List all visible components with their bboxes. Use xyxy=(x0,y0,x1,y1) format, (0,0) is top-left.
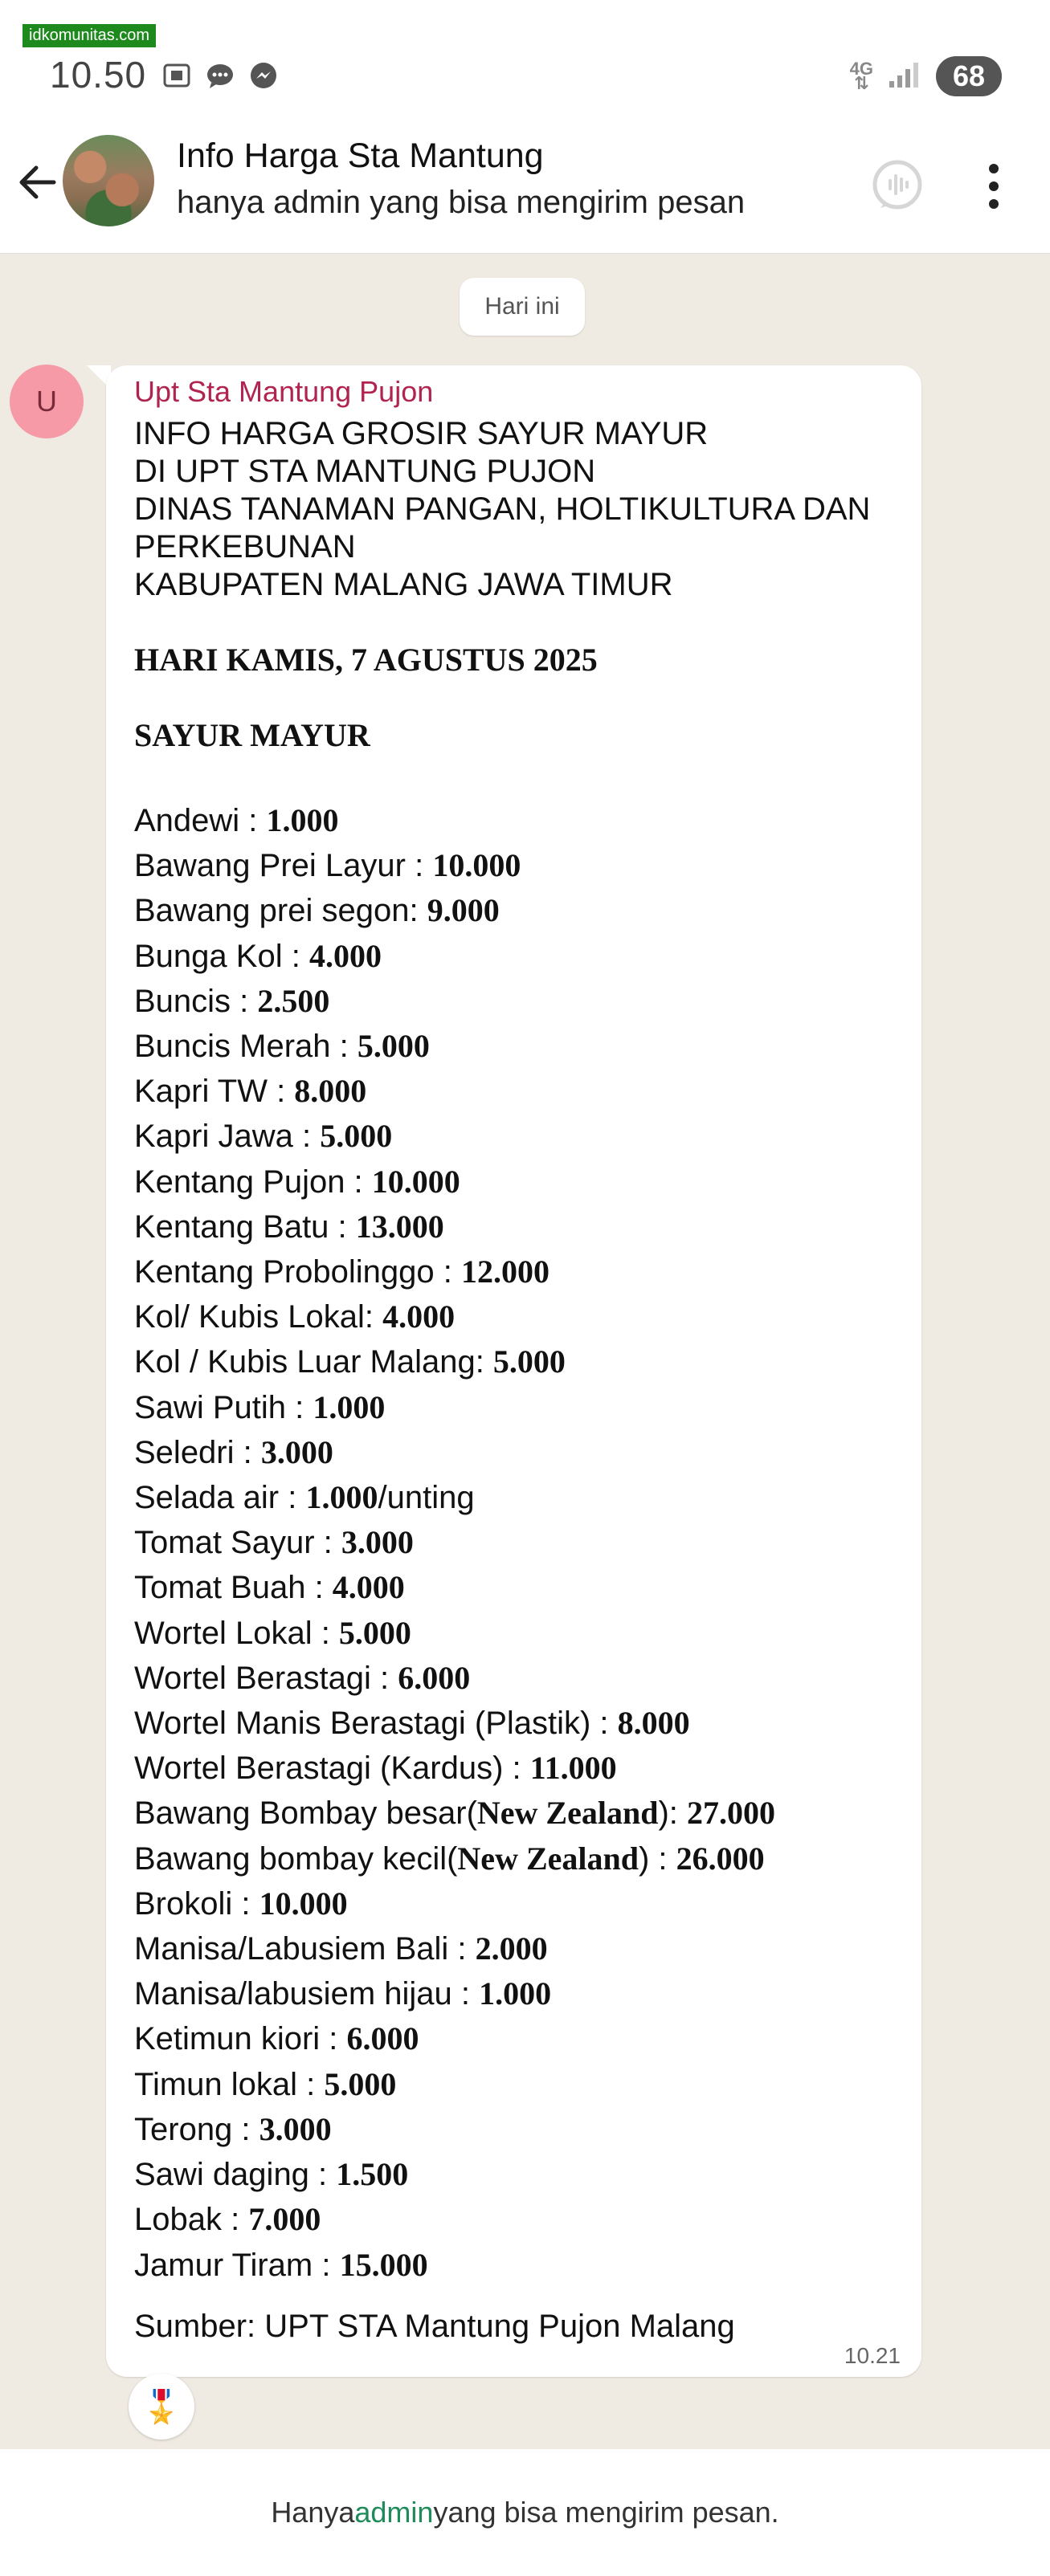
item-name: Timun lokal : xyxy=(134,2066,325,2102)
item-name: Bawang bombay kecil( xyxy=(134,1840,458,1877)
admin-only-notice xyxy=(0,2449,1050,2576)
item-name: Ketimun kiori : xyxy=(134,2021,347,2057)
item-price: 6.000 xyxy=(346,2020,419,2057)
item-name: Wortel Manis Berastagi (Plastik) : xyxy=(134,1706,618,1742)
item-name: Kapri Jawa : xyxy=(134,1119,321,1155)
price-item xyxy=(134,1701,905,1746)
item-price: 5.000 xyxy=(324,2065,397,2102)
item-price: 1.000 xyxy=(266,802,339,838)
item-price: 8.000 xyxy=(294,1073,367,1110)
price-list xyxy=(134,798,905,2288)
item-price: 9.000 xyxy=(427,892,500,929)
sender-name[interactable]: Upt Sta Mantung Pujon xyxy=(134,375,434,408)
date-line: HARI KAMIS, 7 AGUSTUS 2025 xyxy=(134,642,598,678)
messenger-icon xyxy=(247,59,280,92)
price-item xyxy=(134,1294,905,1339)
item-name: Sawi Putih : xyxy=(134,1389,313,1425)
price-item xyxy=(134,1204,905,1249)
heading-line: DI UPT STA MANTUNG PUJON xyxy=(134,454,596,489)
price-item xyxy=(134,2107,905,2152)
price-item xyxy=(134,2243,905,2288)
heading-line: KABUPATEN MALANG JAWA TIMUR xyxy=(134,567,673,602)
item-name: Bawang Prei Layur : xyxy=(134,848,433,884)
price-item xyxy=(134,1069,905,1114)
item-price: 1.000 xyxy=(313,1388,386,1425)
item-name: Wortel Berastagi (Kardus) : xyxy=(134,1751,530,1787)
message-time: 10.21 xyxy=(844,2343,901,2368)
price-item xyxy=(134,1836,905,1881)
item-price: 5.000 xyxy=(338,1614,411,1651)
item-name: Kol / Kubis Luar Malang: xyxy=(134,1344,493,1380)
status-bar xyxy=(0,0,1050,120)
price-item xyxy=(134,1475,905,1520)
notice-after: yang bisa mengirim pesan. xyxy=(433,2496,779,2529)
reaction-badge[interactable]: 🎖️ xyxy=(129,2374,194,2439)
price-item xyxy=(134,1160,905,1204)
item-price: 8.000 xyxy=(617,1705,690,1742)
item-price: 2.000 xyxy=(475,1930,548,1967)
notice-before: Hanya xyxy=(271,2496,355,2529)
section-title: SAYUR MAYUR xyxy=(134,716,370,753)
item-name: Tomat Sayur : xyxy=(134,1525,341,1561)
price-item xyxy=(134,1881,905,1926)
price-item xyxy=(134,2062,905,2107)
item-price: 4.000 xyxy=(382,1298,456,1335)
item-name-after: ) : xyxy=(639,1840,676,1877)
status-time: 10.50 xyxy=(50,54,147,96)
item-origin: New Zealand xyxy=(476,1795,659,1832)
item-price: 26.000 xyxy=(676,1840,765,1877)
source-line: Sumber: UPT STA Mantung Pujon Malang xyxy=(134,2309,735,2344)
screenshot-icon xyxy=(161,59,193,92)
item-price: 1.000 xyxy=(305,1479,378,1516)
item-price: 13.000 xyxy=(355,1208,444,1245)
item-price: 5.000 xyxy=(492,1343,566,1380)
item-price: 10.000 xyxy=(371,1163,460,1200)
voice-call-button[interactable] xyxy=(865,153,929,217)
item-name: Tomat Buah : xyxy=(134,1570,333,1606)
item-name: Buncis Merah : xyxy=(134,1029,357,1065)
item-name: Jamur Tiram : xyxy=(134,2247,340,2283)
price-item xyxy=(134,1971,905,2016)
item-price: 4.000 xyxy=(332,1569,405,1606)
arrow-left-icon xyxy=(15,160,60,205)
item-price: 3.000 xyxy=(259,2110,332,2147)
item-price: 15.000 xyxy=(339,2246,428,2283)
price-item xyxy=(134,1114,905,1159)
more-options-button[interactable] xyxy=(970,154,1018,218)
item-price: 10.000 xyxy=(432,847,521,884)
price-item xyxy=(134,934,905,979)
battery-indicator: 68 xyxy=(936,56,1002,96)
price-item xyxy=(134,2016,905,2061)
price-item xyxy=(134,843,905,888)
item-price: 1.000 xyxy=(479,1975,552,2012)
item-price: 11.000 xyxy=(529,1750,617,1787)
price-item xyxy=(134,1385,905,1430)
chat-header xyxy=(0,120,1050,254)
item-price: 5.000 xyxy=(357,1028,430,1065)
item-name: Terong : xyxy=(134,2111,259,2147)
item-name: Manisa/Labusiem Bali : xyxy=(134,1931,476,1967)
heading-line: INFO HARGA GROSIR SAYUR MAYUR xyxy=(134,416,709,451)
item-name: Kentang Probolinggo : xyxy=(134,1254,461,1290)
item-price: 27.000 xyxy=(687,1795,776,1832)
network-type: 4G xyxy=(849,59,873,79)
price-item xyxy=(134,888,905,933)
price-item xyxy=(134,1430,905,1475)
price-item xyxy=(134,1611,905,1656)
data-arrows-icon: ⇅ xyxy=(854,73,869,93)
price-item xyxy=(134,979,905,1024)
item-name: Brokoli : xyxy=(134,1885,259,1922)
item-name: Andewi : xyxy=(134,803,267,838)
sender-avatar[interactable]: U xyxy=(10,365,84,438)
item-name-after: ): xyxy=(658,1795,688,1832)
notice-admin: admin xyxy=(354,2496,434,2529)
item-name: Manisa/labusiem hijau : xyxy=(134,1976,480,2012)
item-name: Kentang Pujon : xyxy=(134,1164,372,1200)
status-notification-icons xyxy=(161,59,280,92)
item-price: 2.500 xyxy=(257,982,330,1019)
item-name: Bawang prei segon: xyxy=(134,893,427,929)
price-item xyxy=(134,1249,905,1294)
heading-line: DINAS TANAMAN PANGAN, HOLTIKULTURA DAN xyxy=(134,491,871,527)
chat-subtitle: hanya admin yang bisa mengirim pesan xyxy=(177,185,746,220)
watermark: idkomunitas.com xyxy=(22,24,156,47)
price-item xyxy=(134,798,905,843)
item-name: Kol/ Kubis Lokal: xyxy=(134,1299,383,1335)
back-button[interactable] xyxy=(10,154,66,210)
heading-line: PERKEBUNAN xyxy=(134,529,356,565)
item-name: Buncis : xyxy=(134,983,258,1019)
group-avatar[interactable] xyxy=(63,135,154,226)
item-price: 1.500 xyxy=(336,2156,409,2193)
item-price: 4.000 xyxy=(308,937,382,974)
item-unit: /unting xyxy=(378,1480,475,1516)
item-price: 3.000 xyxy=(341,1524,414,1561)
price-item xyxy=(134,1339,905,1384)
item-price: 6.000 xyxy=(398,1659,471,1696)
message-bubble[interactable] xyxy=(106,365,921,2377)
item-name: Wortel Lokal : xyxy=(134,1615,339,1651)
item-price: 10.000 xyxy=(259,1885,348,1922)
chat-title[interactable]: Info Harga Sta Mantung xyxy=(177,137,544,175)
item-name: Bawang Bombay besar( xyxy=(134,1795,477,1832)
price-item xyxy=(134,1520,905,1565)
item-name: Selada air : xyxy=(134,1480,306,1516)
price-item xyxy=(134,1791,905,1836)
kebab-menu-icon xyxy=(986,162,1002,210)
signal-icon xyxy=(888,60,921,93)
status-right xyxy=(850,56,1002,96)
item-name: Seledri : xyxy=(134,1434,261,1470)
item-name: Kentang Batu : xyxy=(134,1209,356,1245)
item-price: 7.000 xyxy=(248,2201,321,2238)
price-item xyxy=(134,1565,905,1610)
message-text xyxy=(134,415,905,2288)
chat-bubble-icon xyxy=(204,59,236,92)
price-item xyxy=(134,2152,905,2197)
price-item xyxy=(134,1024,905,1069)
price-item xyxy=(134,2197,905,2242)
price-item xyxy=(134,1746,905,1791)
item-name: Bunga Kol : xyxy=(134,938,309,974)
item-price: 3.000 xyxy=(260,1433,333,1470)
price-item xyxy=(134,1926,905,1971)
item-name: Wortel Berastagi : xyxy=(134,1660,398,1696)
item-origin: New Zealand xyxy=(457,1840,639,1877)
network-indicator xyxy=(849,59,873,93)
item-name: Kapri TW : xyxy=(134,1074,295,1110)
item-name: Lobak : xyxy=(134,2202,249,2238)
date-divider: Hari ini xyxy=(460,278,585,336)
item-price: 12.000 xyxy=(460,1253,550,1290)
audio-wave-icon xyxy=(869,157,925,213)
item-name: Sawi daging : xyxy=(134,2157,337,2193)
price-item xyxy=(134,1656,905,1701)
item-price: 5.000 xyxy=(320,1118,393,1155)
